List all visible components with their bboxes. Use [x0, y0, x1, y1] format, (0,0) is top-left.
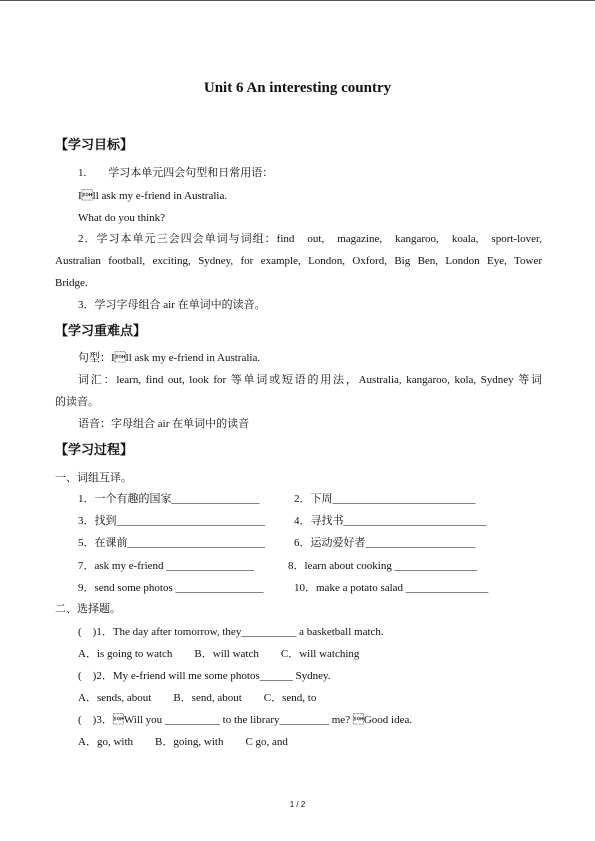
phrase-item: 10．make a potato salad _______________: [294, 582, 489, 594]
page-number: 1 / 2: [289, 800, 306, 809]
question-1-options: A．is going to watch B．will watch C．will watching: [78, 648, 360, 660]
phrase-item: 5．在课前_________________________: [78, 537, 265, 549]
objective-item-2-line-2: Australian football, exciting, Sydney, for example, London, Oxford, Big Ben, London Eye, Tower: [55, 255, 542, 267]
section-heading-key-points: 【学习重难点】: [55, 323, 147, 338]
phrase-item: 2．下周__________________________: [294, 493, 476, 505]
key-point-pattern: 句型：Ill ask my e-friend in Australia.: [78, 352, 261, 364]
page-top-border: [0, 0, 595, 1]
part-1-title: 一、词组互译。: [55, 472, 132, 484]
question-3: ( )3．Will you __________ to the library_________ me? Good idea.: [78, 714, 413, 726]
objective-item-2-line-1: 2．学习本单元三会四会单词与词组：find out, magazine, kangaroo, koala, sport-lover,: [78, 233, 542, 245]
phrase-item: 1．一个有趣的国家________________: [78, 493, 260, 505]
objective-sentence-2: What do you think?: [78, 212, 166, 224]
phrase-item: 8．learn about cooking _______________: [288, 560, 478, 572]
phrase-item: 6．运动爱好者____________________: [294, 537, 476, 549]
phrase-item: 4．寻找书__________________________: [294, 515, 487, 527]
question-2: ( )2．My e-friend will me some photos______ Sydney.: [78, 670, 331, 682]
question-3-options: A．go, with B．going, with C go, and: [78, 736, 288, 748]
section-heading-process: 【学习过程】: [55, 442, 134, 457]
objective-item-2-line-3: Bridge.: [55, 277, 88, 289]
key-point-phonics: 语音：字母组合 air 在单词中的读音: [78, 418, 250, 430]
page-title: Unit 6 An interesting country: [203, 80, 392, 96]
section-heading-objectives: 【学习目标】: [55, 137, 134, 152]
key-point-vocab-line-1: 词汇：learn, find out, look for 等单词或短语的用法，Australia, kangaroo, kola, Sydney 等词: [78, 374, 542, 386]
phrase-item: 3．找到___________________________: [78, 515, 265, 527]
part-2-title: 二、选择题。: [55, 603, 121, 615]
objective-sentence-1: Ill ask my e-friend in Australia.: [78, 190, 228, 202]
question-1: ( )1．The day after tomorrow, they__________ a basketball match.: [78, 626, 384, 638]
phrase-item: 7．ask my e-friend ________________: [78, 560, 255, 572]
question-2-options: A．sends, about B．send, about C．send, to: [78, 692, 317, 704]
objective-item-1: 1. 学习本单元四会句型和日常用语：: [78, 167, 274, 179]
phrase-item: 9．send some photos ________________: [78, 582, 264, 594]
key-point-vocab-line-2: 的读音。: [55, 396, 99, 408]
objective-item-3: 3．学习字母组合 air 在单词中的读音。: [78, 299, 266, 311]
